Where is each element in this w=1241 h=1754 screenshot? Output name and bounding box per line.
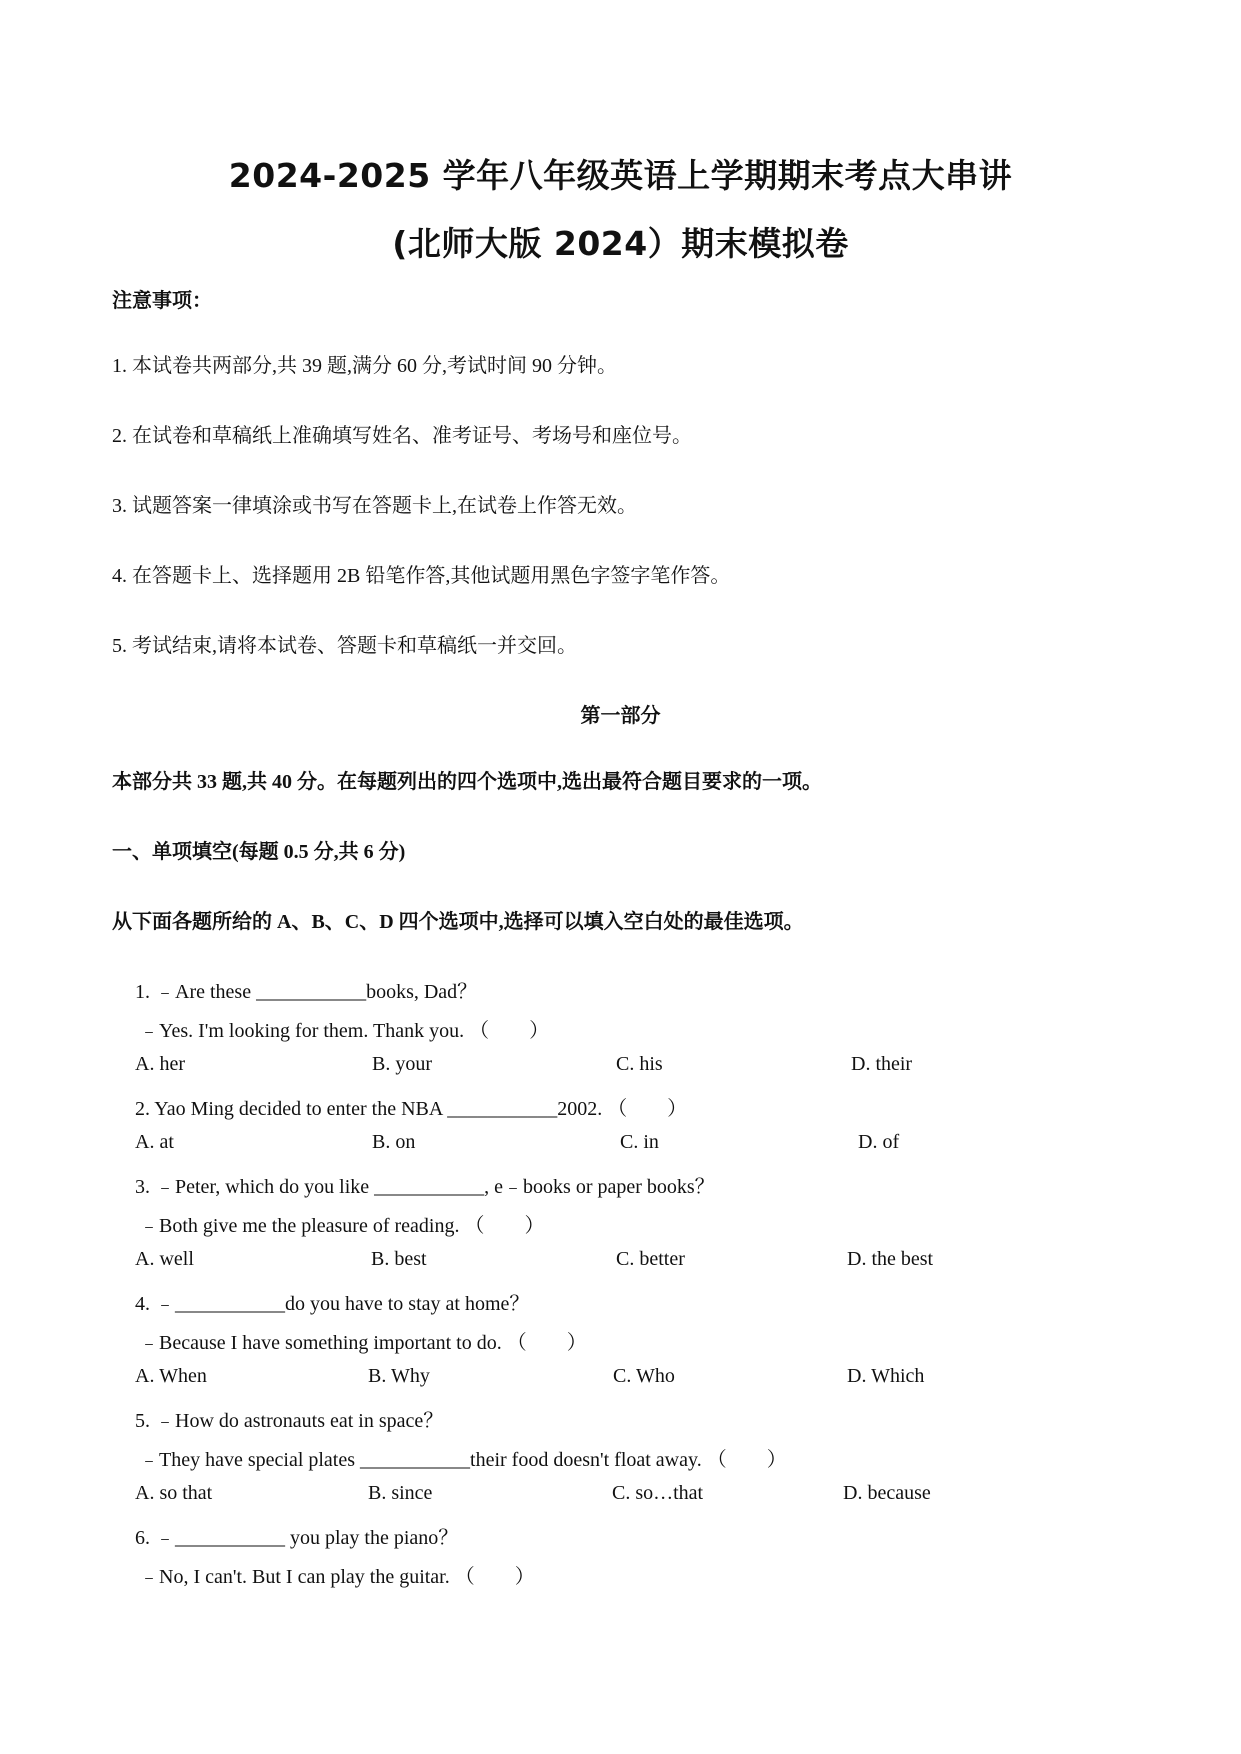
question-1-line-1: 1. ﹣Are these ___________books, Dad？ — [135, 981, 478, 1003]
question-3-option-d: D. the best — [847, 1248, 934, 1270]
section-heading: 一、单项填空(每题 0.5 分,共 6 分) — [112, 841, 406, 863]
note-item-5: 5. 考试结束,请将本试卷、答题卡和草稿纸一并交回。 — [112, 635, 577, 657]
question-5-line-2: ﹣They have special plates ___________their food doesn't float away. （ ） — [139, 1449, 787, 1471]
question-2-option-b: B. on — [372, 1131, 416, 1153]
question-2-option-a: A. at — [135, 1131, 174, 1153]
note-item-1: 1. 本试卷共两部分,共 39 题,满分 60 分,考试时间 90 分钟。 — [112, 355, 617, 377]
question-4-line-2: ﹣Because I have something important to do. （ ） — [139, 1332, 587, 1354]
question-6-line-1: 6. ﹣___________ you play the piano？ — [135, 1527, 459, 1549]
question-3-line-2: ﹣Both give me the pleasure of reading. （ ） — [139, 1215, 545, 1237]
question-3-line-1: 3. ﹣Peter, which do you like ___________, e﹣books or paper books？ — [135, 1176, 715, 1198]
question-2-option-d: D. of — [858, 1131, 900, 1153]
exam-title-line-2: (北师大版 2024）期末模拟卷 — [392, 224, 849, 263]
question-1-line-2: ﹣Yes. I'm looking for them. Thank you. （ ） — [139, 1020, 550, 1042]
question-3-option-c: C. better — [616, 1248, 685, 1270]
question-2-option-c: C. in — [620, 1131, 659, 1153]
question-4-option-d: D. Which — [847, 1365, 925, 1387]
question-3-option-a: A. well — [135, 1248, 194, 1270]
question-1-option-d: D. their — [851, 1053, 913, 1075]
note-item-3: 3. 试题答案一律填涂或书写在答题卡上,在试卷上作答无效。 — [112, 495, 637, 517]
note-item-4: 4. 在答题卡上、选择题用 2B 铅笔作答,其他试题用黑色字签字笔作答。 — [112, 565, 731, 587]
question-5-option-c: C. so…that — [612, 1482, 704, 1504]
question-3-option-b: B. best — [371, 1248, 427, 1270]
exam-title-line-1: 2024-2025 学年八年级英语上学期期末考点大串讲 — [228, 156, 1013, 195]
part-intro: 本部分共 33 题,共 40 分。在每题列出的四个选项中,选出最符合题目要求的一项。 — [112, 771, 822, 793]
question-5-option-a: A. so that — [135, 1482, 213, 1504]
question-6-line-2: ﹣No, I can't. But I can play the guitar. （ ） — [139, 1566, 535, 1588]
question-5-option-b: B. since — [368, 1482, 433, 1504]
question-1-option-a: A. her — [135, 1053, 185, 1075]
question-4-option-b: B. Why — [368, 1365, 430, 1387]
section-instruction: 从下面各题所给的 A、B、C、D 四个选项中,选择可以填入空白处的最佳选项。 — [112, 911, 804, 933]
question-5-line-1: 5. ﹣How do astronauts eat in space？ — [135, 1410, 444, 1432]
question-5-option-d: D. because — [843, 1482, 931, 1504]
question-4-line-1: 4. ﹣___________do you have to stay at home？ — [135, 1293, 530, 1315]
question-1-option-b: B. your — [372, 1053, 432, 1075]
question-2-line-1: 2. Yao Ming decided to enter the NBA ___________2002. （ ） — [135, 1098, 688, 1120]
question-1-option-c: C. his — [616, 1053, 663, 1075]
part-heading: 第一部分 — [580, 705, 661, 727]
notes-heading: 注意事项： — [112, 290, 212, 312]
question-4-option-c: C. Who — [613, 1365, 675, 1387]
note-item-2: 2. 在试卷和草稿纸上准确填写姓名、准考证号、考场号和座位号。 — [112, 425, 692, 447]
question-4-option-a: A. When — [135, 1365, 207, 1387]
